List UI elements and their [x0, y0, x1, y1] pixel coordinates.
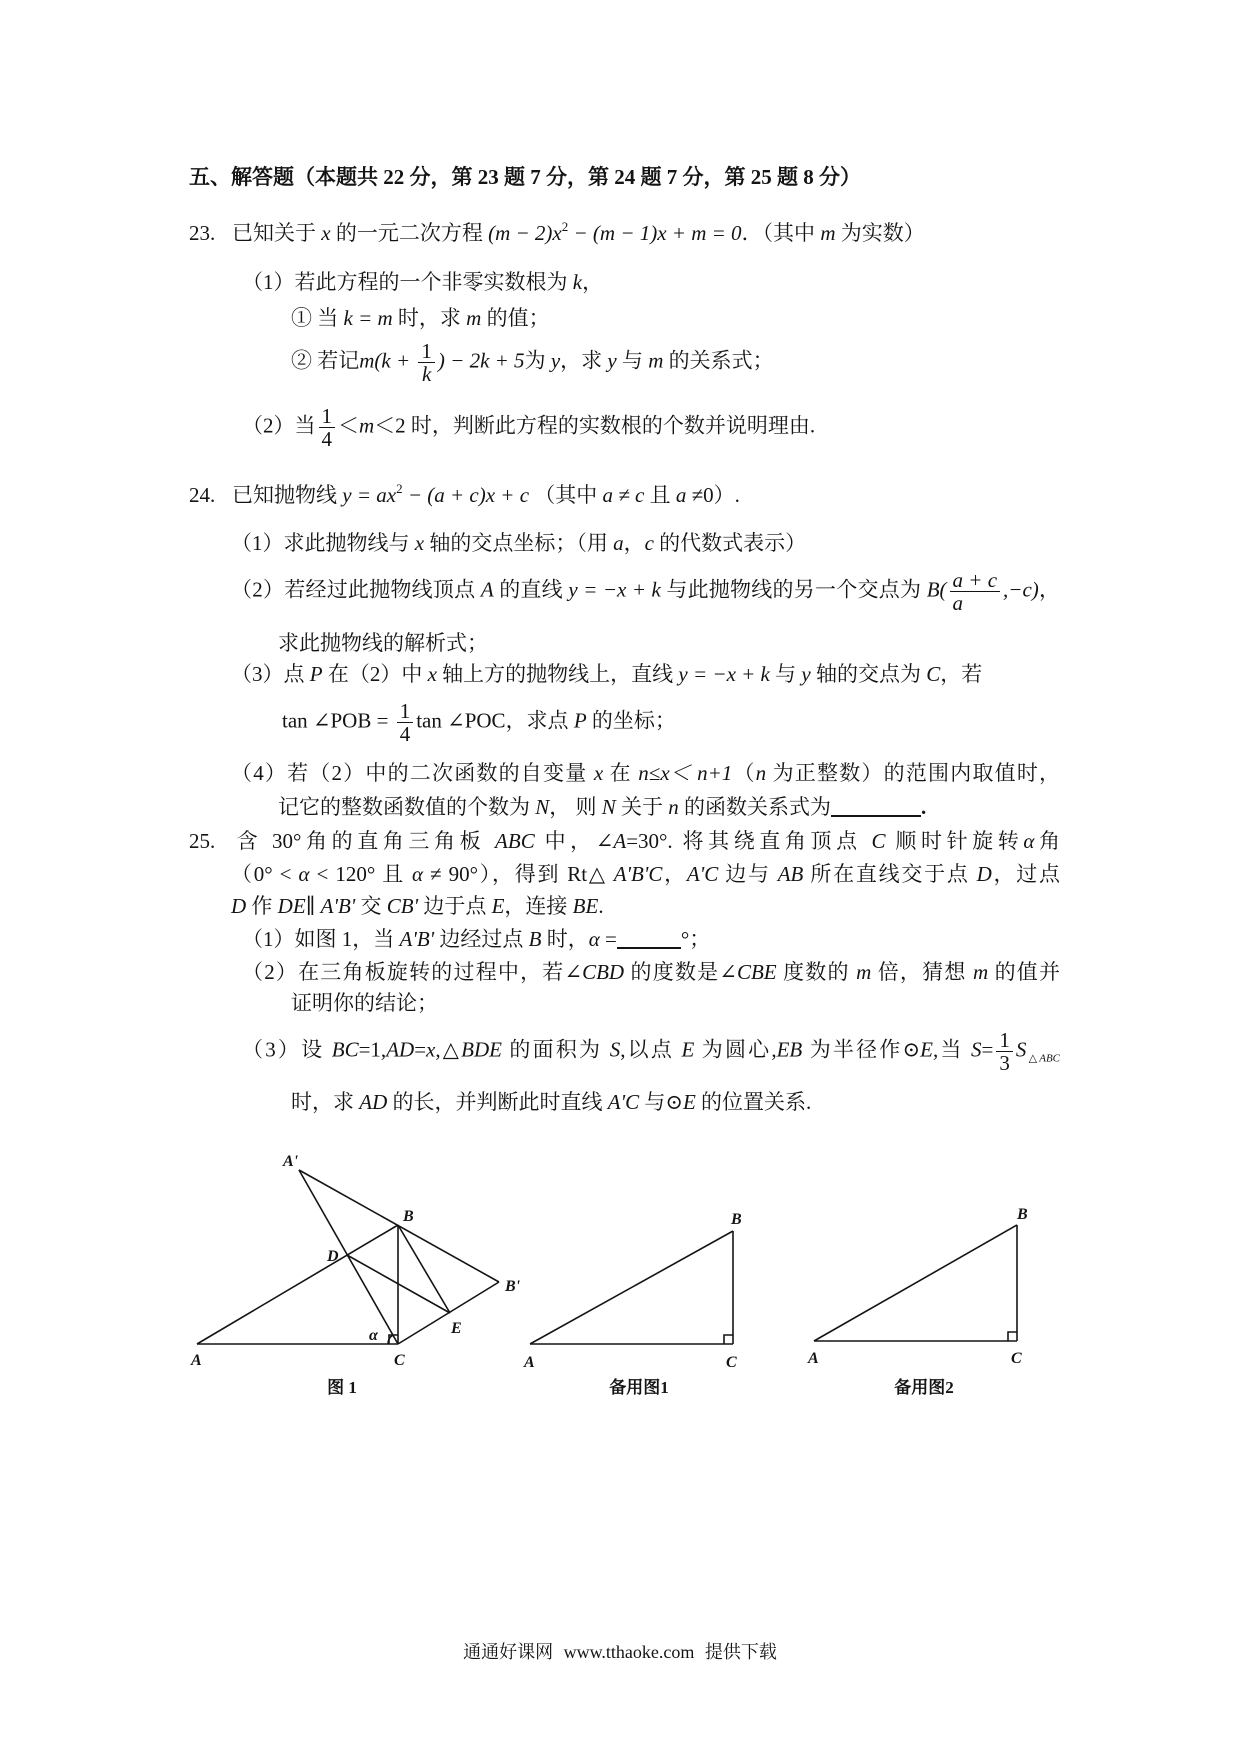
math-variable: k	[572, 270, 583, 294]
fraction-numerator: 1	[996, 1029, 1013, 1052]
math-variable: CBE	[736, 960, 777, 984]
label-C: C	[394, 1352, 405, 1369]
math-variable: A'B'	[399, 927, 435, 951]
text-run: 边经过点	[434, 927, 529, 951]
text-run: 中，∠	[534, 829, 614, 853]
text-run: （3）设	[242, 1037, 332, 1062]
text-run: 倍，猜想	[871, 960, 973, 984]
math-variable: x	[414, 531, 425, 555]
text-run: 在	[603, 761, 639, 785]
math-variable: x	[427, 662, 437, 686]
math-variable: P	[309, 662, 323, 686]
math-variable: A'B'	[320, 894, 356, 918]
math-variable: n	[755, 761, 767, 785]
text-run: 所在直线交于点	[803, 862, 977, 886]
text-run: （3）点	[231, 662, 310, 686]
math-variable: m	[648, 348, 664, 373]
q23-part1	[242, 270, 603, 294]
text-run: ,以点	[620, 1037, 682, 1062]
text-run: ,△	[435, 1037, 462, 1062]
text-run: 的位置关系.	[695, 1090, 812, 1114]
text-run: ，连接	[504, 894, 573, 918]
fraction-numerator: 1	[418, 340, 435, 363]
text-run: 的坐标；	[586, 708, 676, 733]
fraction-numerator: 1	[319, 405, 336, 428]
figure-backup-2	[807, 1206, 1028, 1397]
text-run: 与	[769, 662, 802, 686]
text-run: 轴的交点坐标；（用	[424, 531, 614, 555]
text-run: 的面积为	[501, 1037, 610, 1062]
math-variable: m	[466, 306, 482, 330]
answer-blank	[617, 927, 681, 949]
math-variable: A'C	[686, 862, 719, 886]
q25-part3	[242, 1029, 1060, 1074]
math-variable: E	[491, 894, 505, 918]
text-run: .	[598, 894, 604, 918]
math-variable: P	[573, 708, 587, 733]
fraction-denominator: 4	[321, 427, 332, 451]
q24-part2-cont: 求此抛物线的解析式；	[278, 631, 488, 655]
math-variable: DE	[277, 894, 306, 918]
question-number: 25.	[189, 829, 216, 853]
math-variable: S	[971, 1037, 982, 1062]
text-run: 与	[616, 348, 649, 373]
math-expression: tan ∠POB =	[282, 708, 394, 733]
math-expression: y = −x + k	[568, 577, 661, 602]
math-variable: D	[976, 862, 992, 886]
math-expression: k = m	[343, 306, 393, 330]
q24-part4	[231, 761, 1060, 785]
math-variable: S	[1015, 1037, 1027, 1062]
math-variable: α	[1023, 829, 1035, 853]
math-variable: m	[856, 960, 872, 984]
math-variable: E	[681, 1037, 695, 1062]
text-run: < 120° 且	[309, 862, 413, 886]
text-run: ，	[582, 270, 604, 294]
math-variable: C	[926, 662, 941, 686]
math-expression: ) − 2k + 5	[437, 348, 525, 373]
text-run: 的代数式表示）	[653, 531, 807, 555]
q23-stem	[189, 221, 925, 245]
q25-part3-cont	[291, 1090, 811, 1114]
text-run: ．（其中	[741, 221, 821, 245]
fraction-denominator: 3	[999, 1051, 1010, 1075]
math-variable: y	[801, 662, 811, 686]
math-expression: tan ∠POC	[416, 708, 506, 733]
math-expression: n≤x＜ n+1	[638, 761, 733, 785]
math-expression: a ≠ c	[602, 483, 645, 507]
label-B: B	[1017, 1206, 1028, 1223]
q24-part1	[231, 531, 806, 555]
text-run: （其中	[529, 483, 603, 507]
math-variable: x	[593, 761, 604, 785]
math-expression: B(	[926, 577, 947, 602]
text-run: ＜	[338, 413, 359, 438]
math-variable: N	[601, 795, 616, 819]
label-B-prime: B'	[505, 1278, 521, 1295]
text-run: 的值；	[481, 306, 550, 330]
fraction	[418, 340, 435, 385]
label-C: C	[726, 1354, 737, 1371]
text-run: ，求点	[505, 708, 574, 733]
text-run: ∥	[305, 894, 321, 918]
q23-part1-sub1	[291, 306, 550, 330]
q24-part3-cont	[282, 700, 676, 745]
text-run: 度数的	[776, 960, 857, 984]
math-variable: n	[668, 795, 679, 819]
text-run: 交	[355, 894, 387, 918]
math-variable: c	[644, 531, 654, 555]
q25-stem-cont2	[231, 894, 604, 918]
label-B: B	[731, 1211, 742, 1228]
text-run: （1）如图 1，当	[242, 927, 400, 951]
figure-backup-1	[523, 1211, 742, 1397]
text-run: 作	[246, 894, 278, 918]
text-run: 关于	[615, 795, 669, 819]
label-C: C	[1011, 1350, 1022, 1367]
text-run: 角	[1034, 829, 1061, 853]
q24-part2	[231, 569, 1060, 614]
text-run: 时，	[541, 927, 589, 951]
math-variable: ABC	[495, 829, 535, 853]
segment-A'C	[299, 1170, 398, 1344]
math-variable: C	[871, 829, 886, 853]
question-number: 23.	[189, 221, 216, 245]
text-run: ，求	[560, 348, 608, 373]
text-run: （1）若此方程的一个非零实数根为	[242, 270, 573, 294]
text-run: 轴上方的抛物线上，直线	[436, 662, 679, 686]
text-run: 的关系式；	[663, 348, 774, 373]
math-expression: − (m − 1)x + m = 0	[568, 221, 742, 245]
label-alpha: α	[369, 1327, 378, 1344]
label-A: A	[808, 1350, 819, 1367]
question-number: 24.	[189, 483, 216, 507]
text-run: 的直线	[493, 577, 569, 602]
text-run: （	[732, 761, 756, 785]
fraction-numerator: 1	[397, 700, 414, 723]
label-A-prime: A'	[283, 1153, 299, 1170]
figure-caption: 图 1	[327, 1378, 357, 1397]
text-run: 已知抛物线	[232, 483, 343, 507]
q25-stem-cont1	[231, 862, 1060, 886]
math-variable: D	[231, 894, 247, 918]
text-run: 为圆心,	[694, 1037, 777, 1062]
math-variable: AD	[359, 1090, 388, 1114]
math-variable: AB	[777, 862, 804, 886]
math-variable: BC	[331, 1037, 359, 1062]
text-run: 的函数关系式为	[678, 795, 832, 819]
text-run: ，	[662, 862, 687, 886]
text-run: 为	[524, 348, 551, 373]
math-variable: x	[426, 1037, 436, 1062]
text-run: 与此抛物线的另一个交点为	[660, 577, 927, 602]
q24-part4-cont	[278, 795, 926, 819]
superscript: 2	[396, 481, 403, 496]
math-variable: y	[550, 348, 561, 373]
q25-stem	[189, 829, 1060, 853]
math-variable: CBD	[582, 960, 625, 984]
q25-part1	[242, 927, 710, 951]
fraction-denominator: 4	[399, 722, 411, 746]
math-variable: m	[359, 413, 375, 438]
math-expression: ,−c)	[1003, 577, 1039, 602]
math-variable: A'B'C	[613, 862, 663, 886]
math-variable: a	[675, 483, 687, 507]
label-B: B	[403, 1208, 414, 1225]
math-expression: (m − 2)x	[488, 221, 562, 245]
text-run: 时，求	[291, 1090, 360, 1114]
text-run: =	[599, 927, 617, 951]
text-run: （0° <	[231, 862, 299, 886]
page-footer: 通通好课网 www.tthaoke.com 提供下载	[463, 1642, 777, 1662]
fraction-denominator: a	[952, 591, 964, 615]
math-variable: EB	[776, 1037, 803, 1062]
segment-AB	[814, 1225, 1017, 1341]
text-run: 的一元二次方程	[330, 221, 489, 245]
text-run: ，过点	[991, 862, 1061, 886]
fraction	[397, 700, 414, 745]
text-run: 已知关于	[232, 221, 322, 245]
math-variable: BE	[572, 894, 599, 918]
text-run: °；	[680, 927, 711, 951]
text-run: ， 则	[549, 795, 602, 819]
math-variable: α	[412, 862, 424, 886]
segment-BE	[398, 1225, 450, 1313]
label-A: A	[191, 1352, 202, 1369]
q23-part2	[242, 405, 815, 450]
q24-part3	[231, 662, 982, 686]
text-run: =	[981, 1037, 994, 1062]
text-run: （2）当	[242, 413, 316, 438]
text-run: .	[921, 795, 927, 819]
math-variable: x	[321, 221, 331, 245]
text-run: ，	[1038, 577, 1061, 602]
text-run: ,当	[932, 1037, 972, 1062]
text-run: 边于点	[418, 894, 492, 918]
text-run: 顺时针旋转	[885, 829, 1024, 853]
math-expression: m(k +	[359, 348, 416, 373]
math-variable: A	[613, 829, 627, 853]
fraction	[950, 569, 1001, 614]
segment-AB	[530, 1231, 733, 1344]
fraction	[319, 405, 336, 450]
math-variable: E	[682, 1090, 696, 1114]
label-A: A	[524, 1354, 535, 1371]
text-run: 与⊙	[639, 1090, 683, 1114]
fraction-denominator: k	[421, 362, 432, 386]
answer-blank	[831, 795, 921, 817]
text-run: 为正整数）的范围内取值时，	[766, 761, 1061, 785]
math-variable: α	[298, 862, 310, 886]
label-E: E	[451, 1320, 462, 1337]
q25-part2-cont: 证明你的结论；	[291, 991, 438, 1015]
text-run: ，	[623, 531, 645, 555]
text-run: 的值并	[988, 960, 1061, 984]
math-variable: S	[609, 1037, 621, 1062]
q25-part2	[242, 960, 1060, 984]
text-run: ① 当	[291, 306, 344, 330]
fraction-numerator: a + c	[950, 569, 1001, 592]
text-run: 的长，并判断此时直线	[387, 1090, 608, 1114]
math-variable: a	[613, 531, 624, 555]
text-run: ≠0）.	[686, 483, 740, 507]
math-variable: N	[535, 795, 550, 819]
math-variable: AD	[386, 1037, 415, 1062]
q23-part1-sub2	[291, 340, 774, 385]
geometry-figures	[0, 1140, 1240, 1400]
q24-stem	[189, 483, 740, 507]
right-angle-mark	[724, 1335, 733, 1344]
subscript: △ABC	[1026, 1052, 1061, 1065]
segment-AB	[197, 1225, 398, 1344]
text-run: =	[414, 1037, 427, 1062]
text-run: 的度数是∠	[624, 960, 737, 984]
text-run: （4）若（2）中的二次函数的自变量	[231, 761, 594, 785]
fraction	[996, 1029, 1013, 1074]
math-variable: y	[607, 348, 617, 373]
figure-caption: 备用图1	[609, 1378, 669, 1397]
math-variable: B	[528, 927, 542, 951]
math-variable: E	[920, 1037, 933, 1062]
text-run: （1）求此抛物线与	[231, 531, 415, 555]
math-expression: y = −x + k	[678, 662, 770, 686]
text-run: （2）若经过此抛物线顶点	[231, 577, 481, 602]
text-run: 记它的整数函数值的个数为	[278, 795, 536, 819]
text-run: 时，求	[392, 306, 467, 330]
label-D: D	[327, 1248, 339, 1265]
right-angle-mark	[1008, 1332, 1017, 1341]
text-run: 为半径作⊙	[802, 1037, 921, 1062]
figure-caption: 备用图2	[894, 1378, 954, 1397]
math-variable: α	[588, 927, 600, 951]
math-expression: y = ax	[342, 483, 397, 507]
math-variable: A'C	[607, 1090, 640, 1114]
math-variable: m	[820, 221, 836, 245]
text-run: 边与	[718, 862, 778, 886]
math-variable: CB'	[386, 894, 419, 918]
text-run: （2）在三角板旋转的过程中，若∠	[242, 960, 583, 984]
text-run: 轴的交点为	[810, 662, 927, 686]
math-variable: A	[480, 577, 494, 602]
figure-1	[190, 1153, 521, 1397]
text-run: ② 若记	[291, 348, 360, 373]
text-run: 在（2）中	[322, 662, 428, 686]
superscript: 2	[561, 219, 569, 234]
text-run: 为实数）	[835, 221, 925, 245]
text-run: ＜2 时，判断此方程的实数根的个数并说明理由.	[374, 413, 816, 438]
text-run: =30°. 将其绕直角顶点	[626, 829, 872, 853]
text-run: 且	[644, 483, 676, 507]
text-run: ，若	[940, 662, 983, 686]
math-variable: m	[972, 960, 989, 984]
section-heading: 五、解答题（本题共 22 分，第 23 题 7 分，第 24 题 7 分，第 25 题 8 分）	[189, 165, 861, 189]
text-run: 含 30°角的直角三角板	[232, 829, 496, 853]
text-run: =1,	[358, 1037, 387, 1062]
math-variable: BDE	[461, 1037, 502, 1062]
text-run: ≠ 90°），得到 Rt△	[423, 862, 614, 886]
math-expression: − (a + c)x + c	[402, 483, 530, 507]
